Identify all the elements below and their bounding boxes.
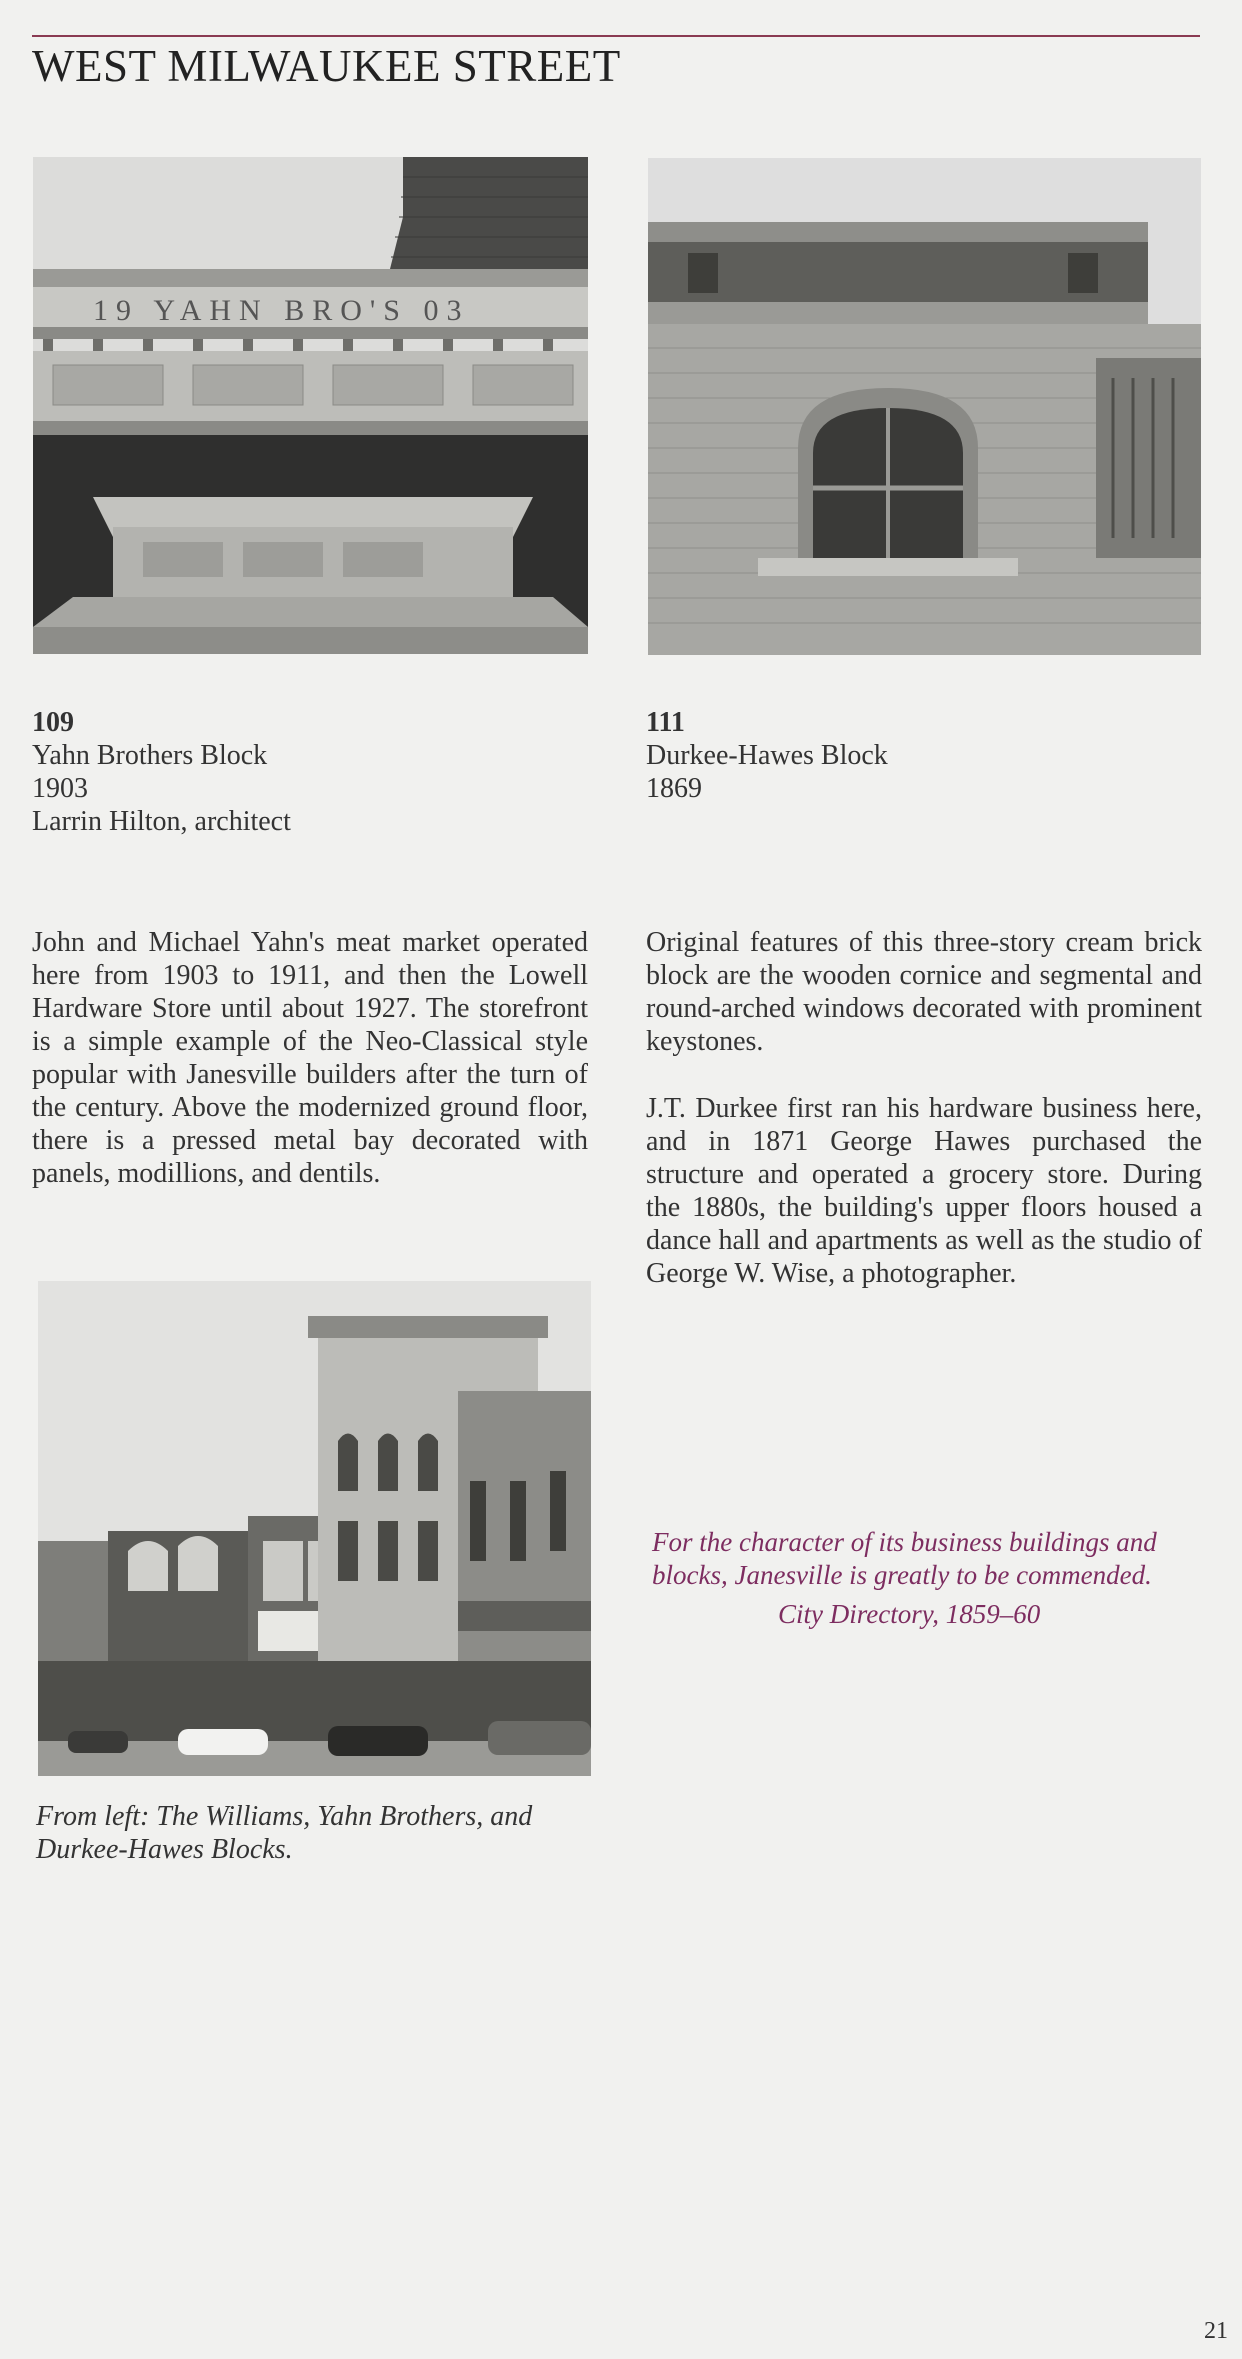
entry-year: 1903	[32, 773, 88, 804]
entry-number: 109	[32, 707, 74, 738]
entry-111	[646, 706, 1206, 805]
page-number: 21	[1204, 2318, 1228, 2344]
quote-source: City Directory, 1859–60	[778, 1599, 1041, 1629]
street-photo	[38, 1281, 591, 1776]
entry-name: Yahn Brothers Block	[32, 740, 268, 771]
page-title: WEST MILWAUKEE STREET	[32, 41, 621, 91]
durkee-description-1: Original features of this three-story cream brick block are the wooden cornice and segmental and round-arched windows decorated with prominent keystones.	[646, 927, 1202, 1057]
entry-109	[32, 706, 592, 838]
entry-number: 111	[646, 707, 685, 738]
header-rule	[32, 35, 1200, 37]
entry-architect: Larrin Hilton, architect	[32, 806, 291, 837]
durkee-description-2: J.T. Durkee first ran his hardware business here, and in 1871 George Hawes purchased the structure and operated a grocery store. During the 1880s, the building's upper floors housed a dance hall and apartments as well as the studio of George W. Wise, a photographer.	[646, 1093, 1202, 1289]
quote-text: For the character of its business buildings and blocks, Janesville is greatly to be commended.	[652, 1527, 1157, 1590]
yahn-sign-text: 19 YAHN BRO'S 03	[93, 294, 470, 327]
yahn-brothers-photo	[33, 157, 588, 654]
yahn-description: John and Michael Yahn's meat market operated here from 1903 to 1911, and then the Lowell Hardware Store until about 1927. The storefront is a simple example of the Neo-Classical style popular with Janesville builders after the turn of the century. Above the modernized ground floor, there is a pressed metal bay decorated with panels, modillions, and dentils.	[32, 927, 588, 1189]
entry-name: Durkee-Hawes Block	[646, 740, 888, 771]
directory-quote	[652, 1526, 1172, 1631]
entry-year: 1869	[646, 773, 702, 804]
durkee-hawes-photo	[648, 158, 1201, 655]
street-photo-caption: From left: The Williams, Yahn Brothers, and Durkee-Hawes Blocks.	[36, 1801, 533, 1865]
